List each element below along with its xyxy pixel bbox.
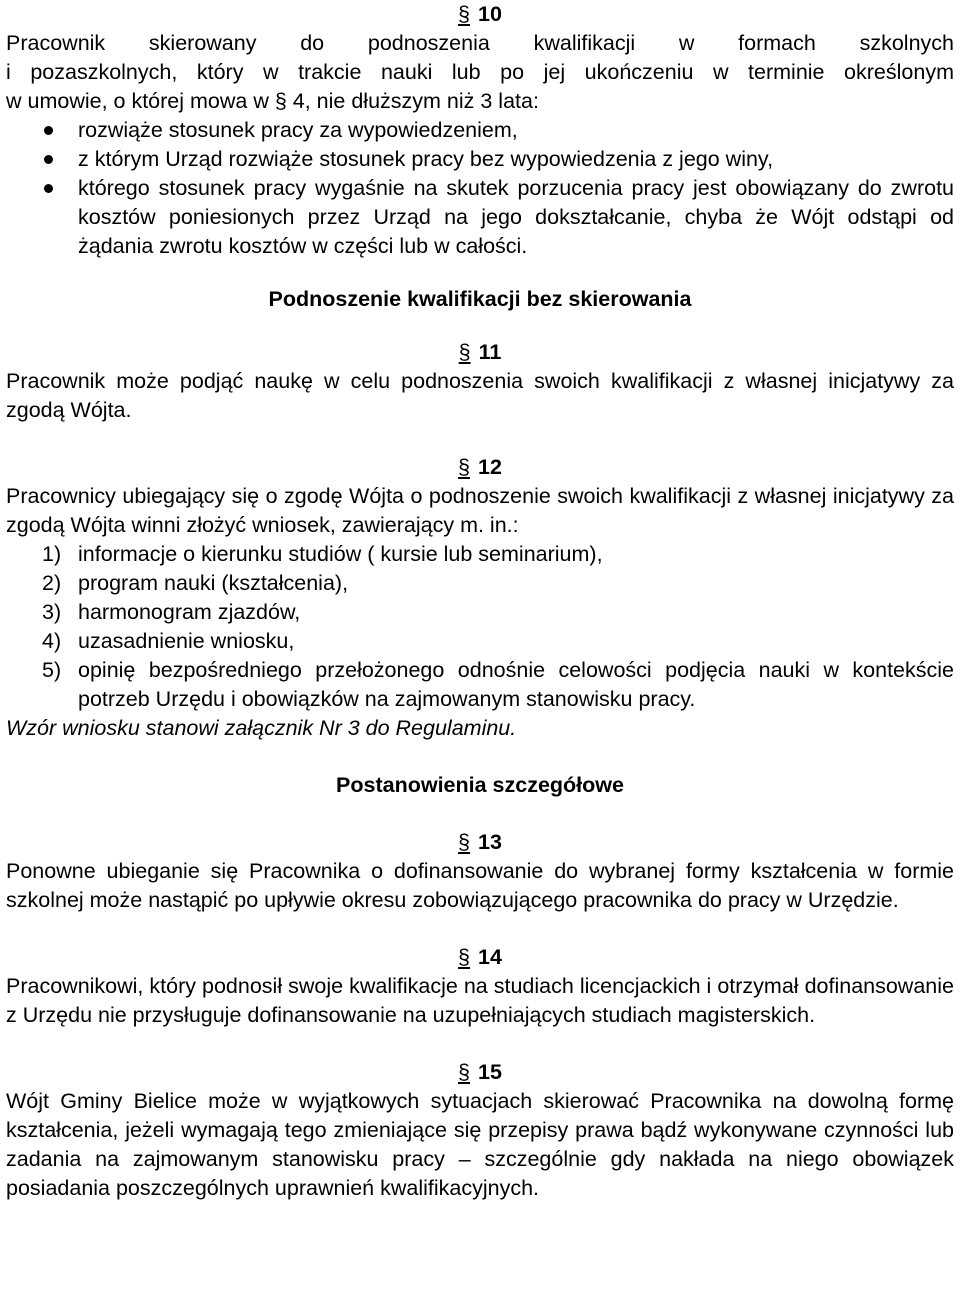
list-item: 2) program nauki (kształcenia), <box>42 571 349 595</box>
list-item: 4) uzasadnienie wniosku, <box>42 629 295 653</box>
list-item: którego stosunek pracy wygaśnie na skutek porzucenia pracy jest obowiązany do zwrotu kosztów poniesionych przez Urząd na jego dokształcanie, chyba że Wójt odstąpi od żądania zwrotu kosztów w części lub w całości. <box>6 174 954 261</box>
section-11-text: Pracownik może podjąć naukę w celu podnoszenia swoich kwalifikacji z własnej inicjatywy za zgodą Wójta. <box>6 369 954 422</box>
section-10-title <box>6 0 954 29</box>
section-12-numbered-list <box>6 540 954 714</box>
section-symbol: § <box>458 455 471 479</box>
section-number: 11 <box>478 340 502 364</box>
section-10-intro-line-2: i pozaszkolnych, który w trakcie nauki lub po jej ukończeniu w terminie określonym <box>6 60 954 84</box>
section-10-intro-line-1: Pracownik skierowany do podnoszenia kwalifikacji w formach szkolnych <box>6 31 954 55</box>
section-12-note: Wzór wniosku stanowi załącznik Nr 3 do Regulaminu. <box>6 716 517 740</box>
section-symbol: § <box>458 340 471 364</box>
section-symbol: § <box>458 945 471 969</box>
section-number: 15 <box>478 1060 502 1084</box>
bullet-icon <box>44 126 53 135</box>
list-item: 1) informacje o kierunku studiów ( kursie lub seminarium), <box>42 542 603 566</box>
section-10-intro-line-3: w umowie, o której mowa w § 4, nie dłuższym niż 3 lata: <box>6 89 539 113</box>
section-symbol: § <box>458 1060 471 1084</box>
list-item: z którym Urząd rozwiąże stosunek pracy bez wypowiedzenia z jego winy, <box>6 145 954 174</box>
section-13-text: Ponowne ubieganie się Pracownika o dofinansowanie do wybranej formy kształcenia w formie szkolnej może nastąpić po upływie okresu zobowiązującego pracownika do pracy w Urzędzie. <box>6 859 954 912</box>
section-12-text: Pracownicy ubiegający się o zgodę Wójta o podnoszenie swoich kwalifikacji z własnej inicjatywy za zgodą Wójta winni złożyć wniosek, zawierający m. in.: <box>6 484 954 537</box>
bullet-icon <box>44 155 53 164</box>
section-symbol: § <box>458 830 471 854</box>
section-14-text: Pracownikowi, który podnosił swoje kwalifikacje na studiach licencjackich i otrzymał dofinansowanie z Urzędu nie przysługuje dofinansowanie na uzupełniających studiach magisterskich. <box>6 974 954 1027</box>
list-item: 3) harmonogram zjazdów, <box>42 600 301 624</box>
section-10-bullet-list <box>6 116 954 261</box>
section-12-title <box>6 453 954 482</box>
section-13-title <box>6 828 954 857</box>
section-11-title <box>6 338 954 367</box>
section-number: 13 <box>478 830 502 854</box>
section-symbol: § <box>458 2 471 26</box>
section-15-text: Wójt Gminy Bielice może w wyjątkowych sytuacjach skierować Pracownika na dowolną formę kształcenia, jeżeli wymagają tego zmieniające się przepisy prawa bądź wykonywane czynności lub zadania na zajmowanym stanowisku pracy – szczególnie gdy nakłada na niego obowiązek posiadania poszczególnych uprawnień kwalifikacyjnych. <box>6 1089 954 1200</box>
document-page <box>6 0 954 1203</box>
section-number: 14 <box>478 945 502 969</box>
list-item: 5) opinię bezpośredniego przełożonego odnośnie celowości podjęcia nauki w kontekście potrzeb Urzędu i obowiązków na zajmowanym stanowisku pracy. <box>42 658 954 711</box>
list-item: rozwiąże stosunek pracy za wypowiedzeniem, <box>6 116 954 145</box>
section-15-title <box>6 1058 954 1087</box>
heading-podnoszenie-bez-skierowania: Podnoszenie kwalifikacji bez skierowania <box>268 287 692 311</box>
section-number: 10 <box>478 2 502 26</box>
heading-postanowienia-szczegolowe: Postanowienia szczegółowe <box>336 773 624 797</box>
section-number: 12 <box>478 455 502 479</box>
section-14-title <box>6 943 954 972</box>
bullet-icon <box>44 184 53 193</box>
